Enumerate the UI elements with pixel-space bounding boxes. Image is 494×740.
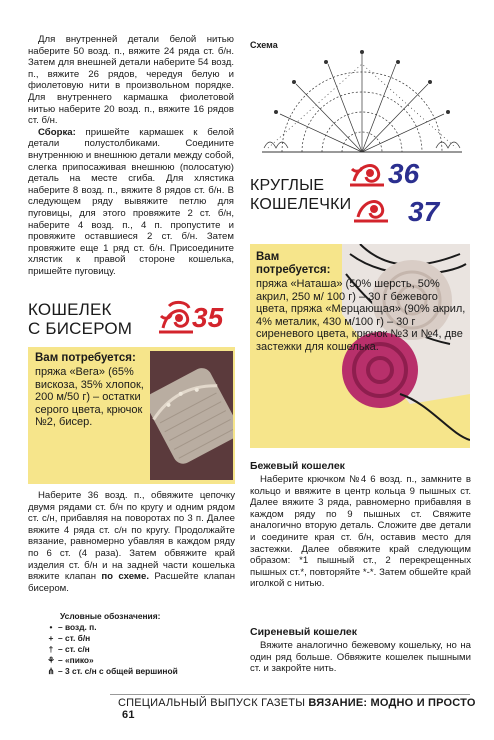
legend (44, 611, 244, 677)
needs-body: пряжа «Вега» (65% вискоза, 35% хлопок, 200 м/50 г) – остатки серого цвета, крючок №2, бисер. (35, 366, 144, 429)
legend-symbol-icon: † (48, 644, 54, 654)
beaded-purse-photo (150, 351, 233, 480)
legend-row (44, 644, 244, 655)
crochet-scheme-diagram (254, 44, 470, 156)
beige-purse-title: Бежевый кошелек (250, 460, 345, 472)
footer-text: СПЕЦИАЛЬНЫЙ ВЫПУСК ГАЗЕТЫ (118, 697, 306, 709)
footer-bold: ВЯЗАНИЕ: МОДНО И ПРОСТО (308, 697, 476, 709)
materials-box-round (250, 244, 470, 448)
page-number: 61 (122, 709, 135, 721)
footer-rule (110, 694, 470, 695)
round-needs-title: Вам потребуется: (256, 251, 331, 276)
legend-row (44, 666, 244, 677)
materials-box-beads (28, 347, 235, 484)
intro-paragraph-1: Для внутренней детали белой нитью наберите 50 возд. п., вяжите 24 ряда ст. б/н. Затем для внешней детали наберите 54 возд. п., вяжите 26 рядов, чередуя белую и фиолетовую нити в произвольном порядке. Для внутреннего кармашка фиолетовой нитью наберите 20 возд. п., вяжите 16 рядов ст. б/н. (28, 34, 234, 127)
round-needs-body: пряжа «Наташа» (50% шерсть, 50% акрил, 250 м/ 100 г) – 30 г бежевого цвета, пряжа «Мерцающая» (90% акрил, 4% металик, 430 м/100 г) – 30 г сиреневого цвета, крючок №3 и №4, две застежки для кошелька. (256, 278, 466, 353)
legend-symbol-icon: ⋔ (47, 666, 55, 676)
legend-row (44, 655, 244, 666)
legend-text: – ст. б/н (58, 633, 91, 643)
legend-symbol-icon: + (48, 633, 54, 643)
legend-text: – ст. с/н (58, 644, 90, 654)
round-purses-number-36: 36 (388, 158, 420, 189)
legend-text: – «пико» (58, 655, 94, 665)
legend-title: Условные обозначения: (60, 611, 161, 621)
beige-purse-text: Наберите крючком №4 6 возд. п., замкните в кольцо и ввяжите в центр кольца 9 пышных ст. Далее вяжите 3 ряда, равномерно прибавляя в каждом ряду по 9 пышных ст. Свяжите аналогично вторую деталь. Сложите две детали и соедините края ст. б/н, оставив место для застежки. Далее обвяжите край следующим образом: *1 пышный ст., 2 перекрещенных пышных ст.*, повторяйте *-*. Затем обшейте край иголкой с нитью. (250, 474, 471, 590)
assembly-label: Сборка: (38, 126, 76, 138)
lilac-purse-text: Вяжите аналогично бежевому кошельку, но на один ряд больше. Обвяжите кошелек пышными ст. и закройте нить. (250, 640, 471, 675)
purse-beads-title-line1: КОШЕЛЕК (28, 300, 112, 319)
legend-row (44, 622, 244, 633)
round-purses-title (250, 176, 351, 214)
legend-text: – 3 ст. с/н с общей вершиной (58, 666, 178, 676)
round-purses-number-37: 37 (408, 196, 440, 227)
scheme-label: Схема (250, 40, 278, 50)
round-purses-title-line2: КОШЕЛЕЧКИ (250, 196, 352, 213)
footer (118, 697, 494, 721)
purse-beads-instructions-text: Наберите 36 возд. п., обвяжите цепочку двумя рядами ст. б/н по кругу и одним рядом ст. с/н, прибавляя на поворотах по 3 п. Далее вяжите 4 ряда ст. с/н по кругу. Продолжайте вязание, равномерно убавляя в каждом ряду по 6 ст. (4 раза). Затем обвяжите край изделия ст. б/н и на задней части кошелька вяжите клапан (28, 490, 235, 583)
legend-row (44, 633, 244, 644)
purse-beads-instructions-bold: по схеме. (101, 571, 149, 583)
assembly-text: пришейте кармашек к белой детали полустолбиками. Соедините внутреннюю и внешнюю детали между собой, слегка припосаживая внешнюю (полосатую) деталь на месте сгиба. Для хлястика наберите 8 возд. п., вяжите 8 рядов ст. б/н. В следующем ряду вывяжите петлю для пуговицы, для этого провяжите 2 ст. б/н, наберите 4 возд. п., 4 п. пропустите и провяжите оставшиеся 2 ст. б/н. Затем провяжите еще 1 ряд ст. б/н. Присоедините хлястик к правой стороне кошелька, пришейте пуговицу. (28, 126, 234, 277)
round-purses-title-line1: КРУГЛЫЕ (250, 177, 325, 194)
purse-beads-title-line2: С БИСЕРОМ (28, 319, 133, 338)
purse-beads-number: 35 (192, 302, 224, 333)
purse-beads-instructions (28, 490, 235, 594)
intro-text (28, 34, 234, 277)
lilac-purse-title: Сиреневый кошелек (250, 626, 358, 638)
legend-symbol-icon: • (49, 622, 53, 632)
legend-text: – возд. п. (58, 622, 97, 632)
purse-beads-title (28, 300, 132, 338)
legend-symbol-icon: ⚘ (47, 655, 55, 665)
needs-title: Вам потребуется: (35, 352, 136, 364)
purse-beads-instructions-end: Расшейте клапан бисером. (28, 571, 235, 594)
